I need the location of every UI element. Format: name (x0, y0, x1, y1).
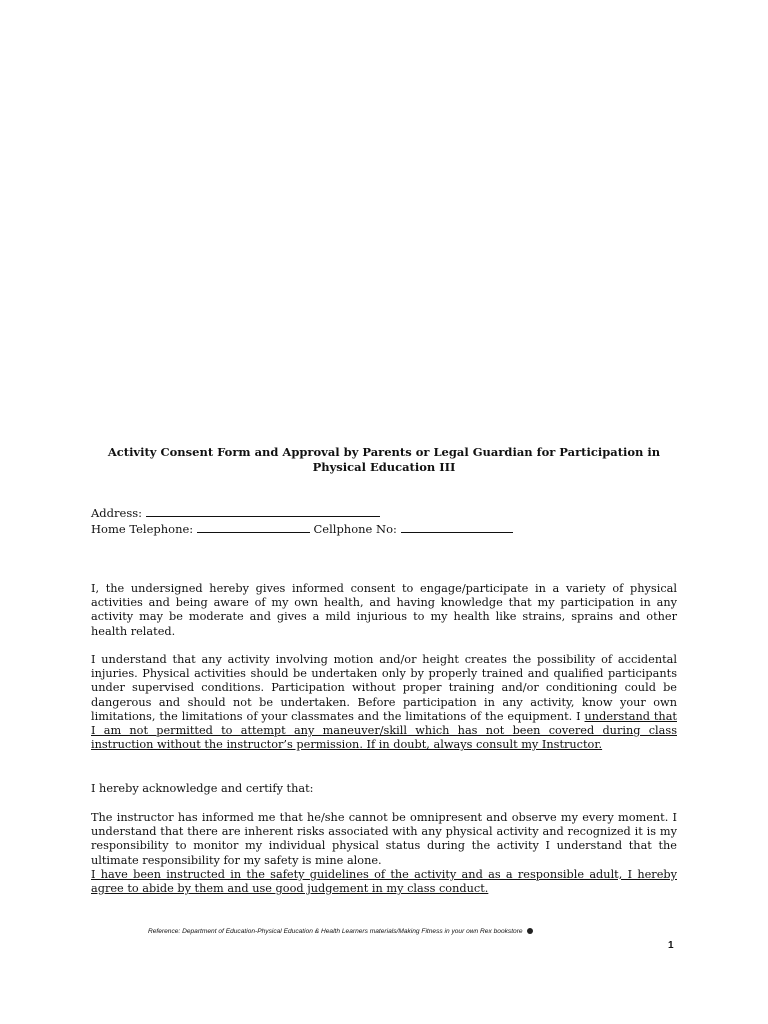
address-label: Address: (91, 506, 143, 520)
consent-paragraph: I, the undersigned hereby gives informed consent to engage/participate in a variety of physical activities and being aware of my own health, and having knowledge that my participation in any activity may be moderate and gives a mild injurious to my health like strains, sprains and other health related. (91, 582, 677, 638)
risk-paragraph (91, 653, 677, 752)
cellphone-blank[interactable] (401, 521, 513, 533)
contact-fields (91, 505, 681, 537)
certify-paragraph-underlined: I have been instructed in the safety guidelines of the activity and as a responsible adult, I hereby agree to abide by them and use good judgement in my class conduct. (91, 867, 677, 896)
acknowledge-paragraph: I hereby acknowledge and certify that: (91, 782, 314, 795)
home-telephone-label: Home Telephone: (91, 522, 194, 536)
cellphone-label: Cellphone No: (313, 522, 397, 536)
address-field-row (91, 505, 681, 521)
page-number: 1 (668, 940, 674, 951)
certify-paragraph-text: The instructor has informed me that he/she cannot be omnipresent and observe my every moment. I understand that there are inherent risks associated with any physical activity and recognized it is my responsibility to monitor my individual physical status during the activity I understand that the ultimate responsibility for my safety is mine alone. (91, 811, 677, 867)
document-title: Activity Consent Form and Approval by Parents or Legal Guardian for Participation in Physical Education III (107, 445, 661, 474)
risk-paragraph-lead-i: I (576, 709, 581, 723)
address-blank[interactable] (146, 505, 380, 517)
footer-reference (148, 927, 668, 936)
risk-paragraph-underlined: understand that I am not permitted to attempt any maneuver/skill which has not been covered during class instruction without the instructor’s permission. If in doubt, always consult my Instructor. (91, 709, 677, 752)
risk-paragraph-text: I understand that any activity involving motion and/or height creates the possibility of accidental injuries. Physical activities should be undertaken only by properly trained and qualified participants under supervised conditions. Participation without proper training and/or conditioning could be dangerous and should not be undertaken. Before participation in any activity, know your own limitations, the limitations of your classmates and the limitations of the equipment. (91, 653, 677, 723)
bullet-icon (527, 928, 533, 934)
telephone-field-row (91, 521, 681, 537)
home-telephone-blank[interactable] (197, 521, 310, 533)
certify-paragraph (91, 811, 677, 896)
footer-reference-text: Reference: Department of Education-Physical Education & Health Learners materials/Making Fitness in your own Rex bookstore (148, 928, 523, 935)
